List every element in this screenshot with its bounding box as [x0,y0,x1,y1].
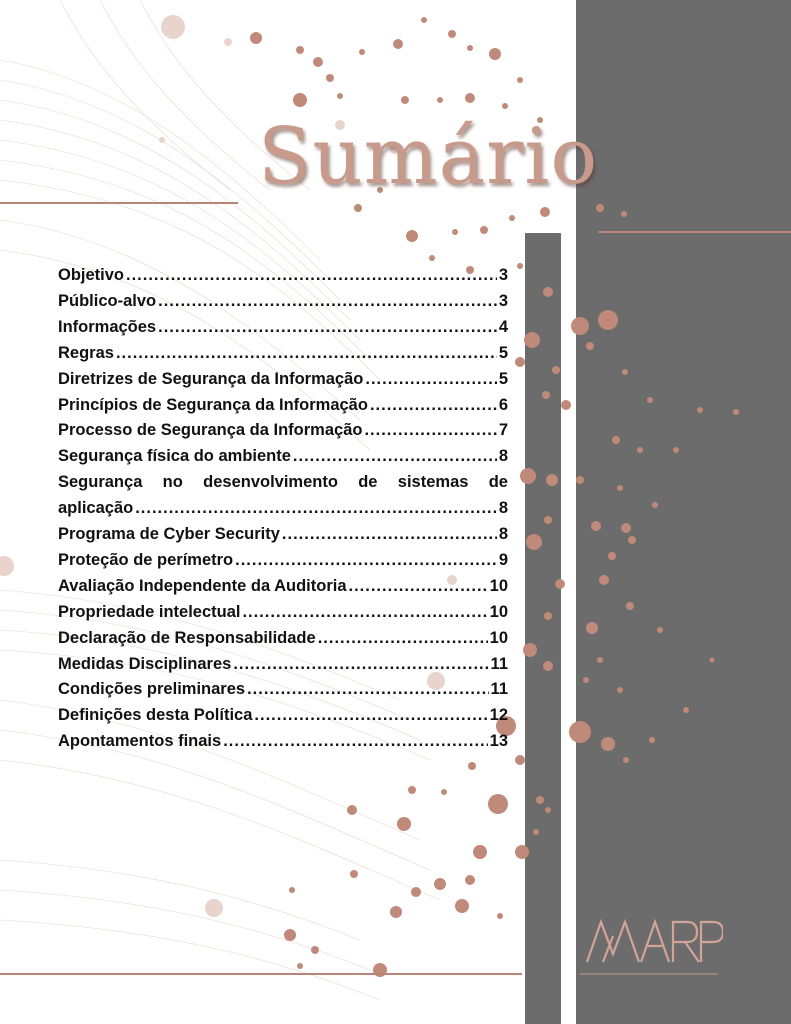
toc-leader-dots [235,551,497,570]
toc-page-number: 3 [498,266,508,284]
toc-entry[interactable] [58,370,508,396]
toc-entry[interactable] [58,732,508,758]
toc-entry[interactable] [58,473,508,499]
toc-page-number: 13 [489,732,508,751]
toc-entry-label: Princípios de Segurança da Informação [58,395,368,414]
toc-entry-label: Regras [58,343,114,362]
toc-leader-dots [254,706,487,725]
toc-leader-dots [318,629,488,648]
toc-entry[interactable] [58,577,508,603]
toc-entry-label: Condições preliminares [58,680,246,699]
toc-entry-label: Segurança no desenvolvimento de sistemas de [58,473,508,492]
toc-entry[interactable] [58,344,508,370]
toc-leader-dots [282,525,497,544]
toc-leader-dots [135,499,497,518]
toc-entry[interactable] [58,292,508,318]
toc-entry-label: Apontamentos finais [58,732,222,751]
toc-leader-dots [247,680,488,699]
toc-page-number: 5 [498,369,508,388]
marp-logo [583,914,723,976]
toc-entry[interactable] [58,421,508,447]
toc-leader-dots [242,603,487,622]
page-title: Sumário [258,112,599,202]
toc-leader-dots [370,396,497,415]
toc-entry[interactable] [58,655,508,681]
toc-entry-label: Declaração de Responsabilidade [58,628,316,647]
toc-entry-label: Informações [58,317,157,336]
toc-entry-label: Processo de Segurança da Informação [58,421,363,440]
toc-leader-dots [158,292,497,311]
toc-entry[interactable] [58,266,508,292]
toc-entry[interactable] [58,603,508,629]
toc-entry-label: Segurança física do ambiente [58,447,291,466]
toc-page-number: 12 [489,706,508,725]
toc-leader-dots [223,732,487,751]
toc-page-number: 10 [489,628,508,647]
toc-page-number: 10 [489,602,508,621]
toc-leader-dots [126,266,497,285]
toc-entry[interactable] [58,318,508,344]
toc-page-number: 8 [498,447,508,466]
toc-leader-dots [233,655,488,674]
toc-entry[interactable] [58,525,508,551]
toc-entry-label: Propriedade intelectual [58,602,241,621]
toc-page-number: 6 [498,395,508,414]
toc-entry-label: Avaliação Independente da Auditoria [58,576,347,595]
toc-leader-dots [349,577,488,596]
toc-entry-label: Programa de Cyber Security [58,525,280,543]
toc-leader-dots [116,344,497,363]
toc-page-number: 7 [498,421,508,440]
toc-leader-dots [364,421,496,440]
toc-entry-label: Definições desta Política [58,706,253,725]
toc-page-number: 8 [498,525,508,543]
toc-entry-label: Objetivo [58,266,125,284]
right-dark-panel [576,0,791,1024]
toc-leader-dots [158,318,497,337]
toc-entry-label: Diretrizes de Segurança da Informação [58,369,364,388]
toc-entry-label: Público-alvo [58,291,157,310]
toc-page-number: 11 [490,654,508,673]
toc-entry-label: Proteção de perímetro [58,550,234,569]
toc-entry[interactable] [58,551,508,577]
toc-entry-label: Medidas Disciplinares [58,654,232,673]
toc-entry-continued[interactable] [58,499,508,525]
toc-page-number: 5 [498,343,508,362]
toc-leader-dots [293,447,497,466]
toc-page-number: 8 [498,499,508,518]
toc-entry[interactable] [58,629,508,655]
toc-entry-label-line2: aplicação [58,499,134,518]
toc-entry[interactable] [58,396,508,422]
toc-page-number: 11 [490,680,508,699]
toc-page-number: 9 [498,550,508,569]
toc-page-number: 4 [498,317,508,336]
toc-page-number: 10 [489,576,508,595]
toc-leader-dots [365,370,496,389]
center-dark-strip [525,233,561,1024]
toc-entry[interactable] [58,447,508,473]
toc-entry[interactable] [58,706,508,732]
toc-page-number: 3 [498,291,508,310]
toc-entry[interactable] [58,680,508,706]
